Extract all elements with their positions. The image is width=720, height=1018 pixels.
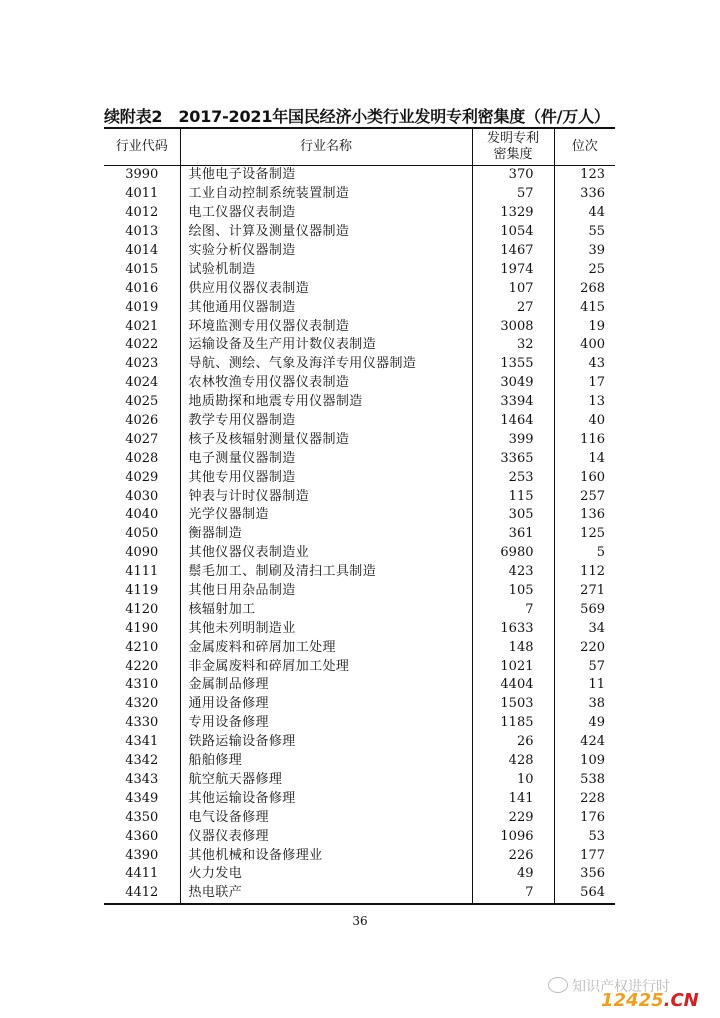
cell-rank: 5 xyxy=(596,545,605,561)
cell-industry-name: 专用设备修理 xyxy=(180,714,472,733)
cell-industry-name: 环境监测专用仪器仪表制造 xyxy=(180,317,472,336)
cell-industry-name: 试验机制造 xyxy=(180,260,472,279)
cell-industry-code: 4111 xyxy=(104,563,180,582)
cell-rank: 116 xyxy=(580,431,605,447)
table-row xyxy=(104,525,615,544)
cell-patent-density: 1467 xyxy=(472,242,554,261)
cell-rank: 109 xyxy=(580,753,605,769)
industry-table xyxy=(104,127,615,905)
table-row xyxy=(104,449,615,468)
table-caption: 2017-2021年国民经济小类行业发明专利密集度（件/万人） xyxy=(178,107,610,126)
cell-industry-name: 金属废料和碎屑加工处理 xyxy=(180,638,472,657)
table-row xyxy=(104,846,615,865)
table-row xyxy=(104,695,615,714)
wechat-icon xyxy=(548,977,568,993)
cell-industry-code: 4023 xyxy=(104,355,180,374)
table-title xyxy=(104,104,624,127)
cell-industry-code: 4220 xyxy=(104,657,180,676)
cell-patent-density: 1974 xyxy=(472,260,554,279)
cell-industry-code: 3990 xyxy=(104,166,180,185)
cell-rank: 39 xyxy=(588,243,605,258)
cell-rank: 11 xyxy=(588,677,605,693)
cell-industry-code: 4016 xyxy=(104,279,180,298)
cell-patent-density: 3049 xyxy=(472,374,554,393)
cell-rank: 257 xyxy=(580,488,605,504)
cell-industry-name: 绘图、计算及测量仪器制造 xyxy=(180,223,472,242)
cell-industry-name: 其他电子设备制造 xyxy=(180,166,472,185)
cell-patent-density: 3365 xyxy=(472,449,554,468)
table-row xyxy=(104,298,615,317)
cell-patent-density: 105 xyxy=(472,582,554,601)
cell-patent-density: 26 xyxy=(472,733,554,752)
cell-patent-density: 305 xyxy=(472,506,554,525)
cell-industry-code: 4012 xyxy=(104,204,180,223)
cell-rank: 14 xyxy=(588,450,605,466)
table-row xyxy=(104,582,615,601)
header-patent-density-label: 发明专利密集度 xyxy=(486,131,539,162)
cell-patent-density: 399 xyxy=(472,430,554,449)
cell-industry-name: 工业自动控制系统装置制造 xyxy=(180,185,472,204)
cell-industry-code: 4342 xyxy=(104,752,180,771)
table-row xyxy=(104,563,615,582)
cell-industry-code: 4019 xyxy=(104,298,180,317)
cell-industry-code: 4412 xyxy=(104,884,180,904)
cell-industry-name: 通用设备修理 xyxy=(180,695,472,714)
table-row xyxy=(104,827,615,846)
cell-rank: 220 xyxy=(580,639,605,655)
cell-industry-name: 仪器仪表修理 xyxy=(180,827,472,846)
cell-rank: 112 xyxy=(580,564,605,580)
cell-industry-name: 钟表与计时仪器制造 xyxy=(180,487,472,506)
table-row xyxy=(104,619,615,638)
table-row xyxy=(104,166,615,185)
cell-patent-density: 428 xyxy=(472,752,554,771)
cell-rank: 400 xyxy=(580,337,605,353)
cell-rank: 13 xyxy=(588,394,605,410)
cell-patent-density: 49 xyxy=(472,865,554,884)
cell-industry-name: 教学专用仪器制造 xyxy=(180,412,472,431)
data-table-container xyxy=(104,127,615,905)
table-row xyxy=(104,676,615,695)
cell-rank: 17 xyxy=(588,375,605,391)
page-number: 36 xyxy=(352,914,368,928)
cell-patent-density: 4404 xyxy=(472,676,554,695)
cell-industry-code: 4190 xyxy=(104,619,180,638)
cell-industry-code: 4411 xyxy=(104,865,180,884)
cell-patent-density: 1633 xyxy=(472,619,554,638)
cell-rank: 19 xyxy=(588,318,605,334)
cell-rank: 228 xyxy=(580,790,605,806)
cell-rank: 44 xyxy=(588,205,605,221)
table-row xyxy=(104,657,615,676)
cell-industry-code: 4349 xyxy=(104,789,180,808)
table-row xyxy=(104,468,615,487)
header-industry-name: 行业名称 xyxy=(180,128,472,166)
cell-patent-density: 1185 xyxy=(472,714,554,733)
header-rank: 位次 xyxy=(554,128,615,166)
cell-patent-density: 141 xyxy=(472,789,554,808)
table-row xyxy=(104,544,615,563)
cell-patent-density: 226 xyxy=(472,846,554,865)
header-industry-code: 行业代码 xyxy=(104,128,180,166)
cell-patent-density: 6980 xyxy=(472,544,554,563)
cell-industry-name: 火力发电 xyxy=(180,865,472,884)
cell-industry-code: 4210 xyxy=(104,638,180,657)
cell-industry-name: 其他日用杂品制造 xyxy=(180,582,472,601)
table-row xyxy=(104,279,615,298)
table-row xyxy=(104,242,615,261)
cell-industry-code: 4015 xyxy=(104,260,180,279)
cell-rank: 40 xyxy=(588,413,605,429)
cell-industry-name: 供应用仪器仪表制造 xyxy=(180,279,472,298)
cell-rank: 49 xyxy=(588,715,605,731)
table-row xyxy=(104,638,615,657)
cell-patent-density: 370 xyxy=(472,166,554,185)
table-row xyxy=(104,771,615,790)
cell-patent-density: 7 xyxy=(472,600,554,619)
cell-patent-density: 1096 xyxy=(472,827,554,846)
table-row xyxy=(104,355,615,374)
cell-industry-name: 其他仪器仪表制造业 xyxy=(180,544,472,563)
cell-patent-density: 32 xyxy=(472,336,554,355)
cell-industry-name: 其他未列明制造业 xyxy=(180,619,472,638)
cell-patent-density: 7 xyxy=(472,884,554,904)
table-row xyxy=(104,223,615,242)
cell-rank: 356 xyxy=(580,866,605,882)
cell-rank: 336 xyxy=(580,186,605,202)
cell-patent-density: 423 xyxy=(472,563,554,582)
cell-rank: 569 xyxy=(580,601,605,617)
cell-rank: 424 xyxy=(580,734,605,750)
cell-patent-density: 27 xyxy=(472,298,554,317)
cell-industry-code: 4022 xyxy=(104,336,180,355)
cell-industry-code: 4390 xyxy=(104,846,180,865)
cell-industry-name: 铁路运输设备修理 xyxy=(180,733,472,752)
cell-industry-code: 4320 xyxy=(104,695,180,714)
cell-patent-density: 1503 xyxy=(472,695,554,714)
table-row xyxy=(104,714,615,733)
cell-patent-density: 107 xyxy=(472,279,554,298)
cell-industry-name: 其他通用仪器制造 xyxy=(180,298,472,317)
cell-industry-name: 核辐射加工 xyxy=(180,600,472,619)
cell-industry-code: 4040 xyxy=(104,506,180,525)
cell-industry-name: 导航、测绘、气象及海洋专用仪器制造 xyxy=(180,355,472,374)
cell-rank: 57 xyxy=(588,658,605,674)
cell-patent-density: 253 xyxy=(472,468,554,487)
cell-patent-density: 3008 xyxy=(472,317,554,336)
cell-rank: 38 xyxy=(588,696,605,712)
cell-rank: 125 xyxy=(580,526,605,542)
cell-industry-code: 4330 xyxy=(104,714,180,733)
cell-industry-code: 4014 xyxy=(104,242,180,261)
table-row xyxy=(104,393,615,412)
cell-industry-name: 金属制品修理 xyxy=(180,676,472,695)
cell-industry-code: 4029 xyxy=(104,468,180,487)
cell-industry-name: 其他机械和设备修理业 xyxy=(180,846,472,865)
cell-rank: 55 xyxy=(588,224,605,240)
table-row xyxy=(104,260,615,279)
cell-rank: 538 xyxy=(580,771,605,787)
cell-industry-name: 光学仪器制造 xyxy=(180,506,472,525)
logo-domain: .CN xyxy=(663,990,699,1011)
cell-rank: 268 xyxy=(580,280,605,296)
cell-industry-code: 4090 xyxy=(104,544,180,563)
cell-industry-name: 航空航天器修理 xyxy=(180,771,472,790)
table-row xyxy=(104,600,615,619)
cell-industry-code: 4310 xyxy=(104,676,180,695)
cell-industry-code: 4013 xyxy=(104,223,180,242)
table-label: 续附表2 xyxy=(104,107,163,126)
cell-rank: 176 xyxy=(580,809,605,825)
cell-rank: 271 xyxy=(580,583,605,599)
table-row xyxy=(104,430,615,449)
cell-rank: 415 xyxy=(580,299,605,315)
cell-industry-name: 农林牧渔专用仪器仪表制造 xyxy=(180,374,472,393)
cell-rank: 25 xyxy=(588,261,605,277)
cell-industry-name: 船舶修理 xyxy=(180,752,472,771)
cell-industry-name: 非金属废料和碎屑加工处理 xyxy=(180,657,472,676)
cell-rank: 177 xyxy=(580,847,605,863)
cell-industry-code: 4021 xyxy=(104,317,180,336)
cell-industry-name: 实验分析仪器制造 xyxy=(180,242,472,261)
cell-patent-density: 1054 xyxy=(472,223,554,242)
cell-industry-code: 4360 xyxy=(104,827,180,846)
cell-industry-code: 4025 xyxy=(104,393,180,412)
table-row xyxy=(104,506,615,525)
cell-patent-density: 57 xyxy=(472,185,554,204)
table-row xyxy=(104,733,615,752)
cell-industry-name: 电子测量仪器制造 xyxy=(180,449,472,468)
cell-industry-code: 4024 xyxy=(104,374,180,393)
table-row xyxy=(104,808,615,827)
cell-industry-code: 4343 xyxy=(104,771,180,790)
cell-industry-code: 4341 xyxy=(104,733,180,752)
cell-industry-code: 4028 xyxy=(104,449,180,468)
cell-patent-density: 1355 xyxy=(472,355,554,374)
cell-industry-name: 其他运输设备修理 xyxy=(180,789,472,808)
cell-patent-density: 10 xyxy=(472,771,554,790)
table-row xyxy=(104,374,615,393)
cell-industry-name: 鬃毛加工、制刷及清扫工具制造 xyxy=(180,563,472,582)
header-patent-density xyxy=(472,128,554,166)
cell-industry-name: 其他专用仪器制造 xyxy=(180,468,472,487)
table-row xyxy=(104,487,615,506)
cell-rank: 43 xyxy=(588,356,605,372)
cell-rank: 136 xyxy=(580,507,605,523)
cell-industry-name: 热电联产 xyxy=(180,884,472,904)
cell-industry-name: 核子及核辐射测量仪器制造 xyxy=(180,430,472,449)
cell-rank: 34 xyxy=(588,620,605,636)
cell-patent-density: 1464 xyxy=(472,412,554,431)
table-row xyxy=(104,789,615,808)
table-row xyxy=(104,336,615,355)
cell-industry-name: 地质勘探和地震专用仪器制造 xyxy=(180,393,472,412)
cell-industry-name: 运输设备及生产用计数仪表制造 xyxy=(180,336,472,355)
cell-industry-code: 4050 xyxy=(104,525,180,544)
cell-rank: 53 xyxy=(588,828,605,844)
cell-patent-density: 1329 xyxy=(472,204,554,223)
table-row xyxy=(104,752,615,771)
table-row xyxy=(104,865,615,884)
cell-patent-density: 361 xyxy=(472,525,554,544)
cell-patent-density: 115 xyxy=(472,487,554,506)
table-row xyxy=(104,204,615,223)
cell-rank: 564 xyxy=(554,884,615,904)
table-row xyxy=(104,317,615,336)
cell-industry-name: 电气设备修理 xyxy=(180,808,472,827)
cell-industry-code: 4027 xyxy=(104,430,180,449)
watermark-text: 知识产权进行时 xyxy=(572,979,670,995)
table-row xyxy=(104,412,615,431)
table-row xyxy=(104,185,615,204)
site-logo xyxy=(601,990,699,1011)
cell-patent-density: 1021 xyxy=(472,657,554,676)
cell-industry-code: 4011 xyxy=(104,185,180,204)
cell-industry-code: 4120 xyxy=(104,600,180,619)
cell-industry-name: 衡器制造 xyxy=(180,525,472,544)
cell-patent-density: 3394 xyxy=(472,393,554,412)
cell-rank: 160 xyxy=(580,469,605,485)
cell-patent-density: 148 xyxy=(472,638,554,657)
cell-industry-code: 4026 xyxy=(104,412,180,431)
cell-rank: 123 xyxy=(580,167,605,183)
table-header-row xyxy=(104,128,615,166)
cell-industry-name: 电工仪器仪表制造 xyxy=(180,204,472,223)
cell-industry-code: 4350 xyxy=(104,808,180,827)
table-row xyxy=(104,884,615,904)
logo-number: 12425 xyxy=(601,990,664,1011)
cell-patent-density: 229 xyxy=(472,808,554,827)
cell-industry-code: 4119 xyxy=(104,582,180,601)
cell-industry-code: 4030 xyxy=(104,487,180,506)
